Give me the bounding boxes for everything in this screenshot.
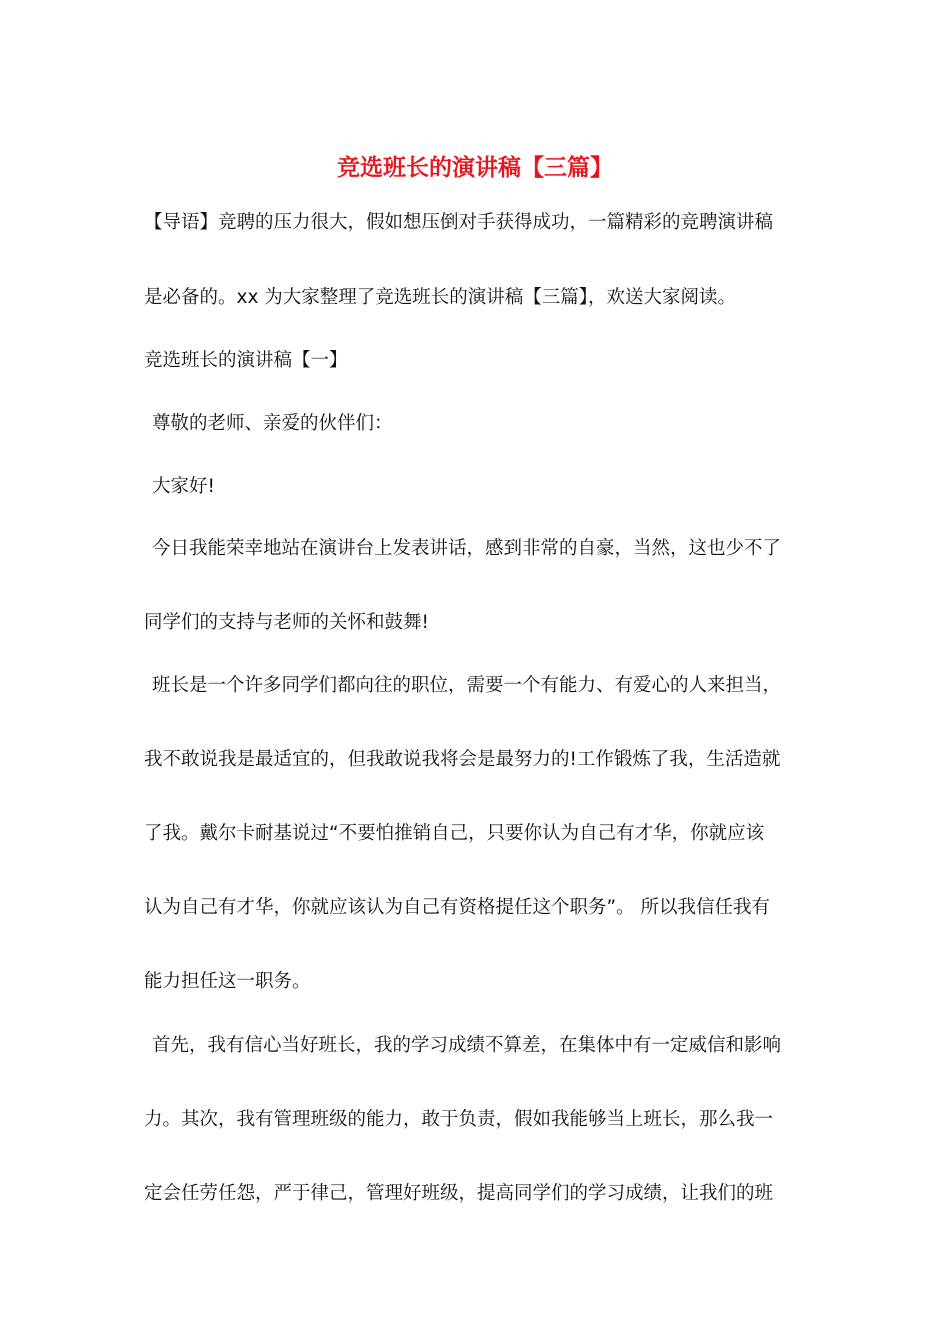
paragraph-3-line-3: 定会任劳任怨，严于律己，管理好班级，提高同学们的学习成绩，让我们的班 <box>144 1183 774 1204</box>
paragraph-2-line-5: 能力担任这一职务。 <box>144 971 311 992</box>
paragraph-3-line-1: 首先，我有信心当好班长，我的学习成绩不算差，在集体中有一定威信和影响 <box>152 1035 782 1056</box>
paragraph-1-line-1: 今日我能荣幸地站在演讲台上发表讲话，感到非常的自豪，当然，这也少不了 <box>152 538 782 559</box>
paragraph-1-line-2: 同学们的支持与老师的关怀和鼓舞! <box>144 612 429 633</box>
salutation: 尊敬的老师、亲爱的伙伴们： <box>152 413 393 434</box>
greeting: 大家好! <box>152 476 215 497</box>
paragraph-2-line-2: 我不敢说我是最适宜的，但我敢说我将会是最努力的!工作锻炼了我，生活造就 <box>144 749 781 770</box>
paragraph-2-line-1: 班长是一个许多同学们都向往的职位，需要一个有能力、有爱心的人来担当， <box>152 675 782 696</box>
section-heading: 竞选班长的演讲稿【一】 <box>144 350 348 371</box>
paragraph-3-line-2: 力。其次，我有管理班级的能力，敢于负责，假如我能够当上班长，那么我一 <box>144 1109 774 1130</box>
intro-line-2: 是必备的。xx 为大家整理了竞选班长的演讲稿【三篇】，欢送大家阅读。 <box>144 287 737 308</box>
document-title: 竞选班长的演讲稿【三篇】 <box>337 154 613 181</box>
paragraph-2-line-4: 认为自己有才华，你就应该认为自己有资格提任这个职务”。 所以我信任我有 <box>144 897 770 918</box>
intro-line-1: 【导语】竞聘的压力很大，假如想压倒对手获得成功，一篇精彩的竞聘演讲稿 <box>144 212 774 233</box>
paragraph-2-line-3: 了我。戴尔卡耐基说过“不要怕推销自己，只要你认为自己有才华，你就应该 <box>144 823 765 844</box>
